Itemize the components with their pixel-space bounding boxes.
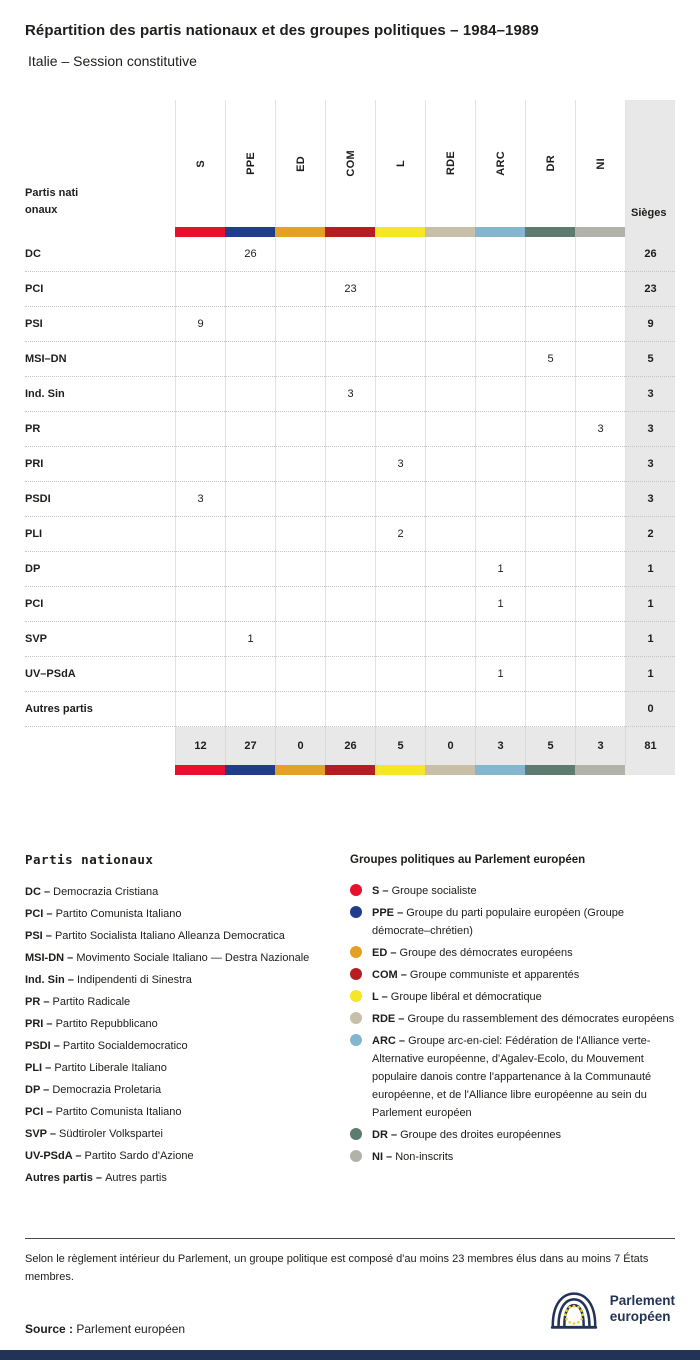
party-name-cell: DC (25, 237, 175, 272)
seat-cell-DR (525, 307, 575, 342)
seat-cell-L (375, 307, 425, 342)
group-legend-item (350, 904, 675, 940)
seat-cell-L (375, 342, 425, 377)
seat-cell-L: 3 (375, 447, 425, 482)
color-bar-ARC (475, 227, 525, 237)
seat-cell-S (175, 237, 225, 272)
seat-cell-COM (325, 552, 375, 587)
seat-cell-L (375, 657, 425, 692)
party-legend-item: PCI – Partito Comunista Italiano (25, 908, 182, 920)
group-header-L (375, 100, 425, 227)
party-legend-item: SVP – Südtiroler Volkspartei (25, 1128, 163, 1140)
color-bar-DR (525, 227, 575, 237)
seat-cell-S (175, 377, 225, 412)
color-bar-L (375, 227, 425, 237)
seat-cell-ARC (475, 447, 525, 482)
seat-cell-PPE (225, 552, 275, 587)
group-total-ARC: 3 (475, 727, 525, 765)
party-name-cell: Autres partis (25, 692, 175, 727)
row-total-cell: 5 (625, 342, 675, 377)
color-bar-S (175, 765, 225, 775)
group-total-L: 5 (375, 727, 425, 765)
seat-cell-DR (525, 692, 575, 727)
seat-cell-L (375, 622, 425, 657)
seat-cell-RDE (425, 447, 475, 482)
party-legend-item: MSI-DN – Movimento Sociale Italiano — Destra Nazionale (25, 952, 310, 964)
seat-cell-RDE (425, 482, 475, 517)
seat-cell-L: 2 (375, 517, 425, 552)
seat-cell-NI: 3 (575, 412, 625, 447)
seat-cell-ED (275, 237, 325, 272)
group-legend-text: S – Groupe socialiste (372, 885, 477, 897)
seat-cell-S (175, 272, 225, 307)
row-total-cell: 1 (625, 622, 675, 657)
seat-cell-COM (325, 307, 375, 342)
seat-cell-NI (575, 587, 625, 622)
seat-cell-L (375, 272, 425, 307)
group-total-PPE: 27 (225, 727, 275, 765)
group-color-dot (350, 884, 362, 896)
seat-cell-RDE (425, 587, 475, 622)
group-header-label: ARC (494, 151, 507, 176)
party-name-cell: SVP (25, 622, 175, 657)
seat-cell-COM: 3 (325, 377, 375, 412)
group-color-dot (350, 968, 362, 980)
group-legend-item (350, 882, 675, 900)
row-total-cell: 1 (625, 587, 675, 622)
group-color-dot (350, 1012, 362, 1024)
bottom-bar (0, 1350, 700, 1360)
seat-cell-S (175, 657, 225, 692)
seat-cell-DR (525, 657, 575, 692)
seat-cell-PPE (225, 307, 275, 342)
seats-column-header: Sièges (625, 100, 675, 227)
color-bar-NI (575, 227, 625, 237)
seat-cell-S (175, 447, 225, 482)
group-header-label: S (194, 159, 207, 168)
row-total-cell: 3 (625, 447, 675, 482)
seat-cell-NI (575, 692, 625, 727)
party-name-cell: UV–PSdA (25, 657, 175, 692)
group-header-label: ED (294, 155, 307, 172)
color-bar-seats (625, 227, 675, 237)
seat-cell-RDE (425, 377, 475, 412)
legend-parties-title: Partis nationaux (25, 852, 154, 867)
group-total-DR: 5 (525, 727, 575, 765)
party-name-cell: PSI (25, 307, 175, 342)
seat-cell-ED (275, 622, 325, 657)
row-total-cell: 26 (625, 237, 675, 272)
party-legend-item: UV-PSdA – Partito Sardo d'Azione (25, 1150, 194, 1162)
seat-cell-PPE (225, 342, 275, 377)
seat-cell-COM (325, 587, 375, 622)
group-header-label: NI (594, 157, 607, 170)
seat-cell-ARC (475, 377, 525, 412)
party-legend-item: PSDI – Partito Socialdemocratico (25, 1040, 188, 1052)
group-legend-text: NI – Non-inscrits (372, 1151, 454, 1163)
party-name-cell: PR (25, 412, 175, 447)
legends (25, 852, 675, 1191)
seat-cell-L (375, 552, 425, 587)
party-name-cell: PRI (25, 447, 175, 482)
seat-cell-RDE (425, 552, 475, 587)
seat-cell-COM (325, 692, 375, 727)
seat-cell-PPE (225, 657, 275, 692)
seat-cell-ED (275, 307, 325, 342)
source-label: Source : (25, 1322, 74, 1336)
group-legend-item (350, 988, 675, 1006)
seat-cell-ARC (475, 307, 525, 342)
source-value: Parlement européen (76, 1322, 186, 1336)
group-total-RDE: 0 (425, 727, 475, 765)
color-bar-COM (325, 765, 375, 775)
seat-cell-DR (525, 237, 575, 272)
ep-logo-icon (547, 1286, 601, 1332)
seat-cell-COM (325, 517, 375, 552)
seat-cell-NI (575, 517, 625, 552)
seat-cell-DR (525, 482, 575, 517)
seat-cell-ARC (475, 342, 525, 377)
group-legend-item (350, 944, 675, 962)
seat-cell-ED (275, 517, 325, 552)
seat-cell-PPE (225, 692, 275, 727)
legend-parties (25, 852, 337, 1191)
color-bar-DR (525, 765, 575, 775)
row-total-cell: 3 (625, 377, 675, 412)
group-header-ED (275, 100, 325, 227)
seat-cell-ED (275, 482, 325, 517)
seat-cell-RDE (425, 237, 475, 272)
row-total-cell: 9 (625, 307, 675, 342)
row-total-cell: 3 (625, 412, 675, 447)
seat-cell-PPE (225, 587, 275, 622)
legend-groups-title: Groupes politiques au Parlement européen (350, 854, 586, 866)
seat-cell-ED (275, 587, 325, 622)
party-column-header-label: Partis nationaux (25, 186, 79, 216)
group-header-label: RDE (444, 151, 457, 176)
ep-logo-text (610, 1293, 675, 1325)
row-total-cell: 0 (625, 692, 675, 727)
seat-cell-S (175, 342, 225, 377)
seats-table (25, 100, 675, 775)
party-legend-item: PSI – Partito Socialista Italiano Alleanza Democratica (25, 930, 285, 942)
seat-cell-L (375, 692, 425, 727)
groups-list (350, 882, 675, 1166)
group-color-dot (350, 1150, 362, 1162)
seat-cell-ARC: 1 (475, 552, 525, 587)
group-color-dot (350, 990, 362, 1002)
party-legend-item: PRI – Partito Repubblicano (25, 1018, 158, 1030)
seat-cell-PPE: 26 (225, 237, 275, 272)
party-name-cell: PSDI (25, 482, 175, 517)
group-color-dot (350, 906, 362, 918)
ep-logo (547, 1286, 675, 1332)
seat-cell-NI (575, 482, 625, 517)
group-legend-text: L – Groupe libéral et démocratique (372, 991, 542, 1003)
footnote-text: Selon le règlement intérieur du Parlement, un groupe politique est composé d'au moins 23 membres élus dans au moins 7 États membres. (25, 1253, 649, 1283)
seat-cell-DR (525, 517, 575, 552)
color-bar-ED (275, 227, 325, 237)
seat-cell-COM (325, 412, 375, 447)
seat-cell-RDE (425, 517, 475, 552)
group-legend-item (350, 1148, 675, 1166)
seat-cell-NI (575, 272, 625, 307)
source-line (25, 1322, 185, 1336)
row-total-cell: 1 (625, 657, 675, 692)
seat-cell-COM (325, 482, 375, 517)
seat-cell-DR: 5 (525, 342, 575, 377)
party-legend-item: PR – Partito Radicale (25, 996, 131, 1008)
group-header-label: DR (544, 155, 557, 172)
group-legend-text: DR – Groupe des droites européennes (372, 1129, 561, 1141)
page-title: Répartition des partis nationaux et des groupes politiques – 1984–1989 (25, 22, 539, 39)
seat-cell-ED (275, 412, 325, 447)
ep-logo-line1: Parlement (609, 1293, 675, 1308)
seat-cell-PPE (225, 412, 275, 447)
seat-cell-DR (525, 587, 575, 622)
seat-cell-RDE (425, 342, 475, 377)
seat-cell-PPE (225, 447, 275, 482)
color-bar-ARC (475, 765, 525, 775)
seat-cell-ARC (475, 692, 525, 727)
seat-cell-NI (575, 307, 625, 342)
seat-cell-S (175, 587, 225, 622)
seat-cell-ARC: 1 (475, 587, 525, 622)
seat-cell-RDE (425, 657, 475, 692)
seat-cell-NI (575, 622, 625, 657)
seat-cell-RDE (425, 412, 475, 447)
seat-cell-S: 9 (175, 307, 225, 342)
seat-cell-NI (575, 377, 625, 412)
seat-cell-ED (275, 552, 325, 587)
party-name-cell: Ind. Sin (25, 377, 175, 412)
color-bar-L (375, 765, 425, 775)
seat-cell-PPE (225, 272, 275, 307)
seat-cell-PPE (225, 377, 275, 412)
seat-cell-COM (325, 342, 375, 377)
party-name-cell: MSI–DN (25, 342, 175, 377)
color-bar-spacer (25, 765, 175, 775)
seat-cell-L (375, 237, 425, 272)
seat-cell-RDE (425, 692, 475, 727)
seat-cell-ARC (475, 482, 525, 517)
party-name-cell: PCI (25, 587, 175, 622)
seat-cell-ED (275, 377, 325, 412)
row-total-cell: 2 (625, 517, 675, 552)
group-header-label: COM (344, 150, 357, 177)
group-total-S: 12 (175, 727, 225, 765)
seat-cell-PPE: 1 (225, 622, 275, 657)
group-legend-text: ARC – Groupe arc-en-ciel: Fédération de l'Alliance verte-Alternative européenne, d'Agalev-Ecolo, du Mouvement populaire danois contre l'appartenance à la Communauté européenne, et de l'Alliance libre européenne au sein du Parlement européen (372, 1035, 652, 1119)
group-legend-text: PPE – Groupe du parti populaire européen (Groupe démocrate–chrétien) (372, 907, 624, 937)
row-total-cell: 1 (625, 552, 675, 587)
group-header-S (175, 100, 225, 227)
color-bar-S (175, 227, 225, 237)
party-name-cell: PLI (25, 517, 175, 552)
seat-cell-L (375, 412, 425, 447)
seat-cell-DR (525, 377, 575, 412)
seat-cell-NI (575, 447, 625, 482)
seat-cell-PPE (225, 482, 275, 517)
seat-cell-ED (275, 692, 325, 727)
group-total-NI: 3 (575, 727, 625, 765)
seat-cell-ARC (475, 517, 525, 552)
seat-cell-COM (325, 237, 375, 272)
group-legend-item (350, 1010, 675, 1028)
group-color-dot (350, 1128, 362, 1140)
seat-cell-ARC (475, 272, 525, 307)
seat-cell-S (175, 692, 225, 727)
seat-cell-DR (525, 447, 575, 482)
seat-cell-ARC: 1 (475, 657, 525, 692)
party-column-header (25, 100, 175, 227)
group-color-dot (350, 1034, 362, 1046)
ep-logo-line2: européen (609, 1309, 671, 1324)
party-legend-item: DP – Democrazia Proletaria (25, 1084, 162, 1096)
page-subtitle: Italie – Session constitutive (28, 53, 197, 69)
group-legend-item (350, 1126, 675, 1144)
seat-cell-COM (325, 622, 375, 657)
grand-total-cell: 81 (625, 727, 675, 765)
color-bar-RDE (425, 227, 475, 237)
group-header-DR (525, 100, 575, 227)
footnote-section (25, 1238, 675, 1286)
seat-cell-COM (325, 447, 375, 482)
seat-cell-ARC (475, 622, 525, 657)
seat-cell-NI (575, 342, 625, 377)
party-legend-item: DC – Democrazia Cristiana (25, 886, 159, 898)
totals-spacer (25, 727, 175, 765)
seat-cell-S (175, 552, 225, 587)
group-header-COM (325, 100, 375, 227)
seat-cell-S (175, 412, 225, 447)
seat-cell-RDE (425, 307, 475, 342)
seat-cell-L (375, 587, 425, 622)
party-name-cell: PCI (25, 272, 175, 307)
group-header-PPE (225, 100, 275, 227)
parties-list (25, 883, 337, 1187)
color-bar-seats (625, 765, 675, 775)
seat-cell-DR (525, 272, 575, 307)
seat-cell-S (175, 517, 225, 552)
row-total-cell: 3 (625, 482, 675, 517)
seat-cell-ED (275, 342, 325, 377)
row-total-cell: 23 (625, 272, 675, 307)
seat-cell-ED (275, 272, 325, 307)
seat-cell-PPE (225, 517, 275, 552)
seat-cell-NI (575, 657, 625, 692)
group-legend-text: COM – Groupe communiste et apparentés (372, 969, 580, 981)
seat-cell-L (375, 482, 425, 517)
seat-cell-RDE (425, 272, 475, 307)
seat-cell-ARC (475, 412, 525, 447)
party-legend-item: Ind. Sin – Indipendenti di Sinestra (25, 974, 192, 986)
seat-cell-DR (525, 552, 575, 587)
seat-cell-ARC (475, 237, 525, 272)
group-legend-item (350, 1032, 675, 1122)
seat-cell-S: 3 (175, 482, 225, 517)
group-total-ED: 0 (275, 727, 325, 765)
color-bar-RDE (425, 765, 475, 775)
group-legend-item (350, 966, 675, 984)
seat-cell-ED (275, 657, 325, 692)
seat-cell-RDE (425, 622, 475, 657)
group-color-dot (350, 946, 362, 958)
seat-cell-COM: 23 (325, 272, 375, 307)
party-name-cell: DP (25, 552, 175, 587)
legend-groups (350, 852, 675, 1191)
group-legend-text: ED – Groupe des démocrates européens (372, 947, 573, 959)
group-header-RDE (425, 100, 475, 227)
seat-cell-NI (575, 552, 625, 587)
color-bar-NI (575, 765, 625, 775)
group-header-NI (575, 100, 625, 227)
group-header-ARC (475, 100, 525, 227)
color-bar-ED (275, 765, 325, 775)
party-legend-item: PLI – Partito Liberale Italiano (25, 1062, 167, 1074)
group-legend-text: RDE – Groupe du rassemblement des démocrates européens (372, 1013, 675, 1025)
party-legend-item: PCI – Partito Comunista Italiano (25, 1106, 182, 1118)
seat-cell-ED (275, 447, 325, 482)
color-bar-spacer (25, 227, 175, 237)
color-bar-PPE (225, 227, 275, 237)
seat-cell-COM (325, 657, 375, 692)
group-total-COM: 26 (325, 727, 375, 765)
seat-cell-DR (525, 412, 575, 447)
seat-cell-DR (525, 622, 575, 657)
seat-cell-S (175, 622, 225, 657)
color-bar-PPE (225, 765, 275, 775)
group-header-label: PPE (244, 152, 257, 175)
party-legend-item: Autres partis – Autres partis (25, 1172, 167, 1184)
seat-cell-L (375, 377, 425, 412)
group-header-label: L (394, 159, 407, 168)
color-bar-COM (325, 227, 375, 237)
seat-cell-NI (575, 237, 625, 272)
